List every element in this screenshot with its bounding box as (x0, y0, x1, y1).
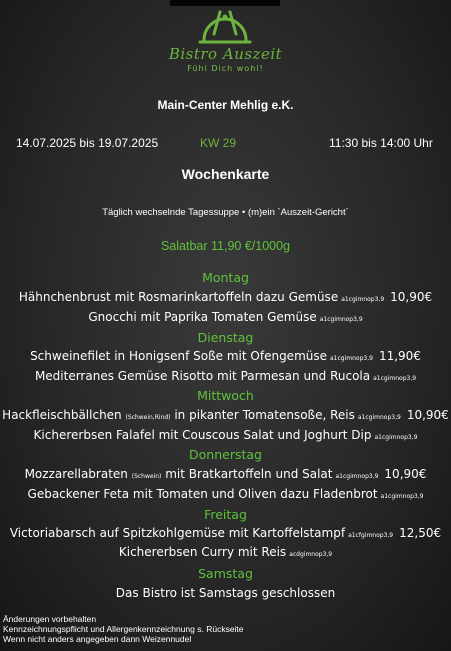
day-heading-tuesday: Dienstag (197, 330, 254, 345)
menu-item: Kichererbsen Falafel mit Couscous Salat und Joghurt Dip a1cgimnop3,9 (33, 428, 418, 442)
menu-item: Gebackener Feta mit Tomaten und Oliven dazu Fladenbrot a1cgimnop3,9 (27, 487, 424, 501)
brand-name: Bistro Auszeit (168, 45, 283, 63)
day-heading-thursday: Donnerstag (189, 447, 262, 462)
day-heading-saturday: Samstag (198, 566, 253, 581)
menu-item: Victoriabarsch auf Spitzkohlgemüse mit Kartoffelstampf a1cfgimnop3,9 12,50€ (9, 526, 442, 540)
footer-note: Wenn nicht anders angegeben dann Weizennudel (3, 634, 192, 644)
footer-note: Änderungen vorbehalten (3, 614, 97, 624)
day-heading-friday: Freitag (204, 507, 247, 522)
day-heading-wednesday: Mittwoch (197, 388, 254, 403)
opening-hours: 11:30 bis 14:00 Uhr (329, 136, 433, 150)
page-title: Wochenkarte (181, 166, 270, 182)
menu-item: Mozzarellabraten (Schwein) mit Bratkartoffeln und Salat a1cgimnop3,9 10,90€ (24, 467, 427, 481)
menu-item: Schweinefilet in Honigsenf Soße mit Ofengemüse a1cgimnop3,9 11,90€ (30, 349, 421, 363)
menu-item: Das Bistro ist Samstags geschlossen (115, 586, 336, 600)
menu-item: Kichererbsen Curry mit Reis acdgimnop3,9 (118, 545, 333, 559)
menu-item: Hackfleischbällchen (Schwein,Rind) in pikanter Tomatensoße, Reis a1cgimnop3,9 10,90€ (2, 408, 449, 422)
daily-note: Täglich wechselnde Tagessuppe • (m)ein `Auszeit-Gericht´ (102, 207, 349, 218)
salad-bar: Salatbar 11,90 €/1000g (160, 239, 291, 253)
menu-item: Hähnchenbrust mit Rosmarinkartoffeln dazu Gemüse a1cgimnop3,9 10,90€ (18, 290, 433, 304)
brand-tagline: Fühl Dich wohl! (187, 64, 264, 73)
date-range: 14.07.2025 bis 19.07.2025 (16, 136, 159, 150)
menu-item: Gnocchi mit Paprika Tomaten Gemüse a1cgimnop3,9 (88, 310, 363, 324)
footer-note: Kennzeichnungspflicht und Allergenkennzeichnung s. Rückseite (3, 624, 244, 634)
company-name: Main-Center Mehlig e.K. (157, 98, 294, 112)
day-heading-monday: Montag (202, 270, 249, 285)
week-number: KW 29 (200, 136, 237, 150)
menu-item: Mediterranes Gemüse Risotto mit Parmesan und Rucola a1cgimnop3,9 (34, 369, 417, 383)
